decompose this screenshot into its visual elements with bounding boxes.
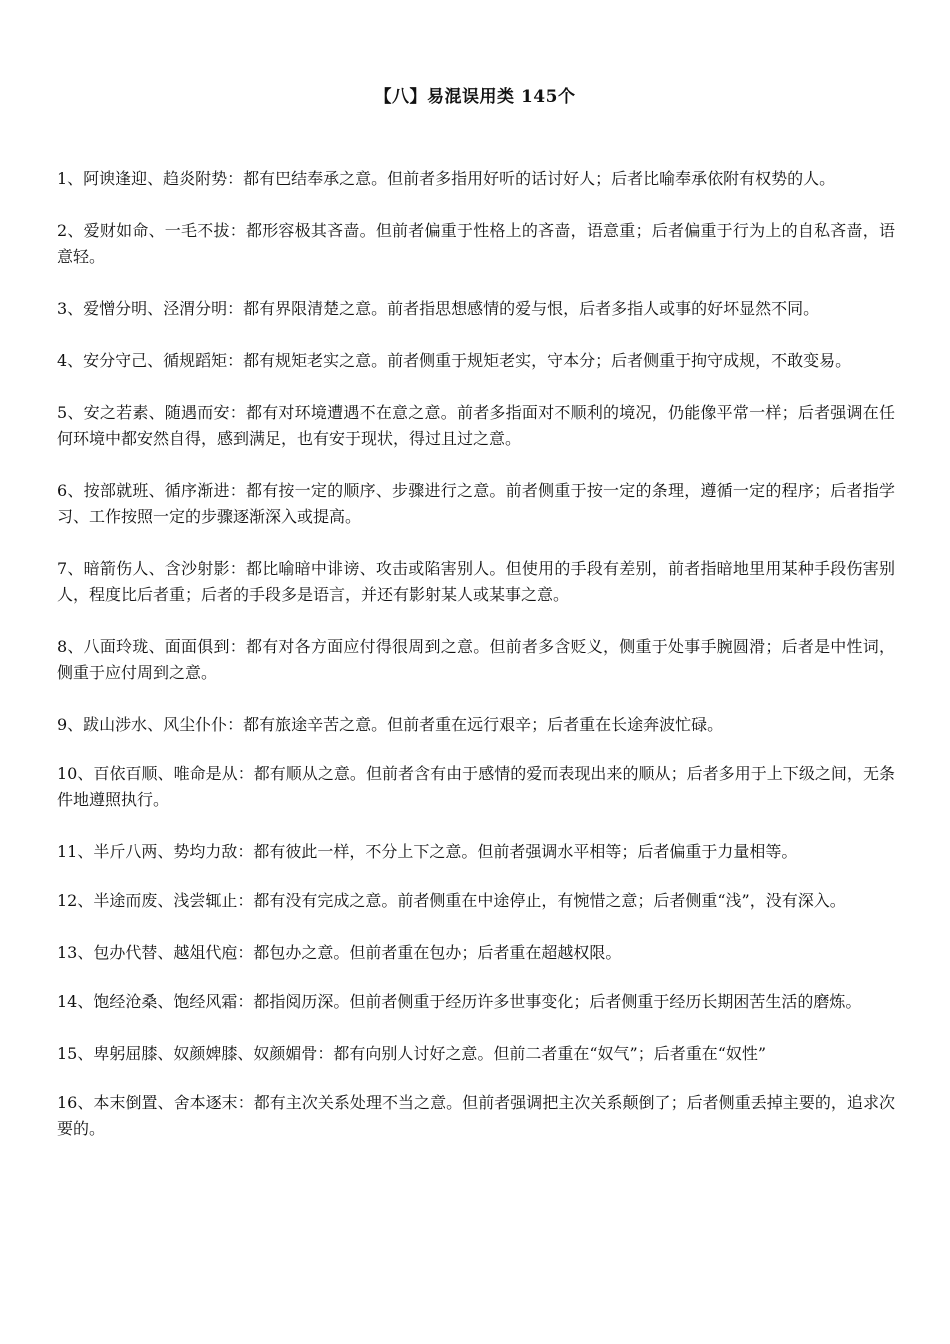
document-title: 【八】易混误用类 145个 (374, 87, 576, 107)
entry-6: 6、按部就班、循序渐进：都有按一定的顺序、步骤进行之意。前者侧重于按一定的条理，遵循一定的程序；后者指学习、工作按照一定的步骤逐渐深入或提高。 (57, 481, 895, 526)
entry-10: 10、百依百顺、唯命是从：都有顺从之意。但前者含有由于感情的爱而表现出来的顺从；后者多用于上下级之间，无条件地遵照执行。 (57, 764, 895, 809)
entry-14: 14、饱经沧桑、饱经风霜：都指阅历深。但前者侧重于经历许多世事变化；后者侧重于经历长期困苦生活的磨炼。 (57, 992, 862, 1011)
entry-list (57, 166, 895, 1168)
entry-4: 4、安分守己、循规蹈矩：都有规矩老实之意。前者侧重于规矩老实，守本分；后者侧重于拘守成规，不敢变易。 (57, 351, 852, 370)
entry-5: 5、安之若素、随遇而安：都有对环境遭遇不在意之意。前者多指面对不顺利的境况，仍能像平常一样；后者强调在任何环境中都安然自得，感到满足，也有安于现状，得过且过之意。 (57, 403, 895, 448)
entry-15: 15、卑躬屈膝、奴颜婢膝、奴颜媚骨：都有向别人讨好之意。但前二者重在“奴气”；后者重在“奴性” (57, 1044, 767, 1063)
entry-2: 2、爱财如命、一毛不拔：都形容极其吝啬。但前者偏重于性格上的吝啬，语意重；后者偏重于行为上的自私吝啬，语意轻。 (57, 221, 895, 266)
entry-13: 13、包办代替、越俎代庖：都包办之意。但前者重在包办；后者重在超越权限。 (57, 943, 622, 962)
entry-16: 16、本末倒置、舍本逐末：都有主次关系处理不当之意。但前者强调把主次关系颠倒了；后者侧重丢掉主要的，追求次要的。 (57, 1093, 895, 1138)
entry-9: 9、跋山涉水、风尘仆仆：都有旅途辛苦之意。但前者重在远行艰辛；后者重在长途奔波忙碌。 (57, 715, 724, 734)
entry-3: 3、爱憎分明、泾渭分明：都有界限清楚之意。前者指思想感情的爱与恨，后者多指人或事的好坏显然不同。 (57, 299, 820, 318)
entry-11: 11、半斤八两、势均力敌：都有彼此一样，不分上下之意。但前者强调水平相等；后者偏重于力量相等。 (57, 842, 798, 861)
entry-1: 1、阿谀逢迎、趋炎附势：都有巴结奉承之意。但前者多指用好听的话讨好人；后者比喻奉承依附有权势的人。 (57, 169, 836, 188)
entry-12: 12、半途而废、浅尝辄止：都有没有完成之意。前者侧重在中途停止，有惋惜之意；后者侧重“浅”，没有深入。 (57, 891, 846, 910)
entry-8: 8、八面玲珑、面面俱到：都有对各方面应付得很周到之意。但前者多含贬义，侧重于处事手腕圆滑；后者是中性词，侧重于应付周到之意。 (57, 637, 895, 682)
entry-7: 7、暗箭伤人、含沙射影：都比喻暗中诽谤、攻击或陷害别人。但使用的手段有差别，前者指暗地里用某种手段伤害别人，程度比后者重；后者的手段多是语言，并还有影射某人或某事之意。 (57, 559, 895, 604)
